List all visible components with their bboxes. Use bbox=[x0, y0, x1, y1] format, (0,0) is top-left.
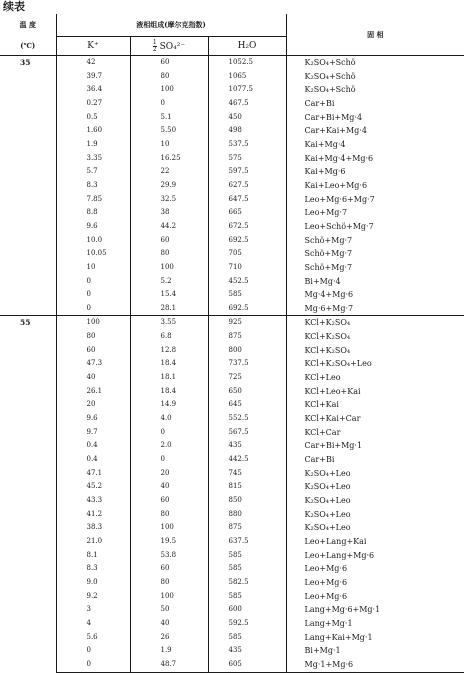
temp-header: 温 度 bbox=[0, 14, 56, 37]
k-cell: 0.4 bbox=[56, 439, 130, 453]
h2o-cell: 585 bbox=[208, 590, 286, 604]
so4-cell: 5.2 bbox=[130, 275, 208, 289]
so4-cell: 60 bbox=[130, 494, 208, 508]
k-cell: 9.2 bbox=[56, 590, 130, 604]
h2o-cell: 585 bbox=[208, 549, 286, 563]
table-row bbox=[0, 316, 464, 330]
so4-cell: 60 bbox=[130, 234, 208, 248]
h2o-cell: 880 bbox=[208, 508, 286, 522]
table-row bbox=[0, 617, 464, 631]
so4-cell: 40 bbox=[130, 480, 208, 494]
so4-cell: 12.8 bbox=[130, 344, 208, 358]
k-cell: 21.0 bbox=[56, 535, 130, 549]
k-cell: 40 bbox=[56, 371, 130, 385]
phase-cell: Leo+Mg·7 bbox=[304, 208, 348, 218]
k-cell: 38.3 bbox=[56, 521, 130, 535]
phase-cell: Leo+Lang+Mg·6 bbox=[304, 550, 375, 560]
phase-cell: KCl+K₂SO₄ bbox=[304, 345, 351, 355]
k-cell: 0.27 bbox=[56, 97, 130, 111]
table-row bbox=[0, 261, 464, 275]
h2o-cell: 575 bbox=[208, 152, 286, 166]
h2o-cell: 875 bbox=[208, 330, 286, 344]
phase-cell: Car+Bi+Mg·4 bbox=[304, 112, 363, 122]
k-cell: 42 bbox=[56, 56, 130, 70]
table-row bbox=[0, 97, 464, 111]
table-row bbox=[0, 576, 464, 590]
h2o-cell: 800 bbox=[208, 344, 286, 358]
k-cell: 47.1 bbox=[56, 467, 130, 481]
table-row bbox=[0, 453, 464, 467]
h2o-cell: 600 bbox=[208, 603, 286, 617]
k-cell: 10 bbox=[56, 261, 130, 275]
so4-cell: 26 bbox=[130, 631, 208, 645]
phase-cell: KCl+Kai bbox=[304, 400, 339, 410]
k-cell: 45.2 bbox=[56, 480, 130, 494]
phase-cell: K₂SO₄+Leo bbox=[304, 496, 351, 505]
so4-cell: 28.1 bbox=[130, 302, 208, 316]
so4-cell: 100 bbox=[130, 83, 208, 97]
k-cell: 3 bbox=[56, 603, 130, 617]
so4-cell: 40 bbox=[130, 617, 208, 631]
h2o-cell: 592.5 bbox=[208, 617, 286, 631]
k-cell: 1.9 bbox=[56, 138, 130, 152]
so4-cell: 4.0 bbox=[130, 412, 208, 426]
so4-cell: 3.55 bbox=[130, 316, 208, 330]
so4-cell: 44.2 bbox=[130, 220, 208, 234]
h2o-cell: 567.5 bbox=[208, 426, 286, 440]
table-row bbox=[0, 631, 464, 645]
k-cell: 60 bbox=[56, 344, 130, 358]
table-row bbox=[0, 302, 464, 316]
table-row bbox=[0, 330, 464, 344]
so4-cell: 18.4 bbox=[130, 357, 208, 371]
h2o-cell: 537.5 bbox=[208, 138, 286, 152]
k-cell: 8.3 bbox=[56, 562, 130, 576]
so4-cell: 18.4 bbox=[130, 385, 208, 399]
table-row bbox=[0, 152, 464, 166]
so4-cell: 5.50 bbox=[130, 124, 208, 138]
h2o-cell: 585 bbox=[208, 631, 286, 645]
so4-cell: 80 bbox=[130, 70, 208, 84]
phase-cell: Lang+Mg·6+Mg·1 bbox=[304, 605, 381, 615]
h2o-cell: 665 bbox=[208, 206, 286, 220]
h2o-cell: 647.5 bbox=[208, 193, 286, 207]
so4-label: SO₄²⁻ bbox=[159, 41, 186, 52]
h2o-cell: 597.5 bbox=[208, 165, 286, 179]
table-body bbox=[0, 56, 464, 673]
h2o-cell: 815 bbox=[208, 480, 286, 494]
so4-cell: 100 bbox=[130, 590, 208, 604]
so4-cell: 60 bbox=[130, 562, 208, 576]
h2o-cell: 467.5 bbox=[208, 97, 286, 111]
h2o-cell: 585 bbox=[208, 288, 286, 302]
h2o-cell: 1052.5 bbox=[208, 56, 286, 70]
phase-cell: K₂SO₄+Leo bbox=[304, 509, 351, 519]
phase-cell: KCl+K₂SO₄ bbox=[286, 316, 464, 330]
k-cell: 10.05 bbox=[56, 247, 130, 261]
table-row bbox=[0, 288, 464, 302]
k-cell: 9.7 bbox=[56, 426, 130, 440]
h2o-cell: 925 bbox=[208, 316, 286, 330]
k-cell: 100 bbox=[56, 316, 130, 330]
k-cell: 1.60 bbox=[56, 124, 130, 138]
so4-cell: 19.5 bbox=[130, 535, 208, 549]
h2o-cell: 552.5 bbox=[208, 412, 286, 426]
so4-cell: 2.0 bbox=[130, 439, 208, 453]
k-cell: 9.6 bbox=[56, 220, 130, 234]
k-cell: 9.0 bbox=[56, 576, 130, 590]
h2o-cell: 627.5 bbox=[208, 179, 286, 193]
k-cell: 10.0 bbox=[56, 234, 130, 248]
phase-cell: Mg·1+Mg·6 bbox=[286, 658, 464, 672]
table-row bbox=[0, 467, 464, 481]
phase-cell: Leo+Mg·6 bbox=[304, 591, 348, 601]
table-row bbox=[0, 590, 464, 604]
table-row bbox=[0, 658, 464, 672]
table-row bbox=[0, 247, 464, 261]
phase-cell: Car+Bi+Mg·1 bbox=[304, 441, 363, 451]
h2o-cell: 650 bbox=[208, 385, 286, 399]
h2o-cell: 498 bbox=[208, 124, 286, 138]
k-cell: 7.85 bbox=[56, 193, 130, 207]
k-cell: 0 bbox=[56, 275, 130, 289]
so4-cell: 0 bbox=[130, 426, 208, 440]
table-row bbox=[0, 83, 464, 97]
table-row bbox=[0, 398, 464, 412]
phase-cell: Schö+Mg·7 bbox=[304, 262, 353, 272]
phase-cell: K₂SO₄+Leo bbox=[304, 523, 351, 533]
h2o-cell: 450 bbox=[208, 111, 286, 125]
table-row bbox=[0, 494, 464, 508]
table-row bbox=[0, 521, 464, 535]
h2o-cell: 705 bbox=[208, 247, 286, 261]
k-cell: 4 bbox=[56, 617, 130, 631]
table-row bbox=[0, 344, 464, 358]
liquid-header: 液相组成(摩尔克指数) bbox=[56, 14, 286, 37]
h2o-cell: 435 bbox=[208, 644, 286, 658]
k-cell: 0 bbox=[56, 644, 130, 658]
h2o-cell: 435 bbox=[208, 439, 286, 453]
phase-cell: Mg·4+Mg·6 bbox=[304, 290, 354, 300]
so4-cell: 6.8 bbox=[130, 330, 208, 344]
table-row bbox=[0, 644, 464, 658]
table-row bbox=[0, 412, 464, 426]
h2o-cell: 875 bbox=[208, 521, 286, 535]
table-row bbox=[0, 275, 464, 289]
k-cell: 8.3 bbox=[56, 179, 130, 193]
h2o-cell: 585 bbox=[208, 562, 286, 576]
k-cell: 47.3 bbox=[56, 357, 130, 371]
phase-cell: Car+Kai+Mg·4 bbox=[304, 126, 367, 136]
phase-cell: K₂SO₄+Schö bbox=[304, 58, 356, 67]
phase-table bbox=[0, 14, 464, 673]
h2o-cell: 672.5 bbox=[208, 220, 286, 234]
so4-cell: 100 bbox=[130, 521, 208, 535]
table-row bbox=[0, 179, 464, 193]
h2o-cell: 637.5 bbox=[208, 535, 286, 549]
k-cell: 41.2 bbox=[56, 508, 130, 522]
phase-cell: Mg·6+Mg·7 bbox=[304, 303, 354, 313]
phase-cell: Leo+Schö+Mg·7 bbox=[304, 221, 374, 231]
phase-cell: Schö+Mg·7 bbox=[304, 249, 353, 259]
k-cell: 3.35 bbox=[56, 152, 130, 166]
k-cell: 39.7 bbox=[56, 70, 130, 84]
table-row bbox=[0, 357, 464, 371]
h2o-header: H₂O bbox=[208, 37, 286, 56]
phase-cell: KCl+Kai+Car bbox=[304, 414, 361, 424]
table-row bbox=[0, 165, 464, 179]
phase-cell: KCl+Car bbox=[304, 427, 341, 437]
so4-cell: 0 bbox=[130, 97, 208, 111]
so4-cell: 22 bbox=[130, 165, 208, 179]
k-cell: 8.8 bbox=[56, 206, 130, 220]
temp-unit-header: (℃) bbox=[0, 37, 56, 56]
phase-cell: Bi+Mg·4 bbox=[304, 276, 341, 286]
k-cell: 5.7 bbox=[56, 165, 130, 179]
h2o-cell: 645 bbox=[208, 398, 286, 412]
k-cell: 0 bbox=[56, 302, 130, 316]
table-row bbox=[0, 535, 464, 549]
so4-cell: 29.9 bbox=[130, 179, 208, 193]
h2o-cell: 692.5 bbox=[208, 302, 286, 316]
so4-cell: 32.5 bbox=[130, 193, 208, 207]
h2o-cell: 725 bbox=[208, 371, 286, 385]
so4-cell: 80 bbox=[130, 576, 208, 590]
k-cell: 5.6 bbox=[56, 631, 130, 645]
h2o-cell: 745 bbox=[208, 467, 286, 481]
k-cell: 9.6 bbox=[56, 412, 130, 426]
phase-cell: Car+Bi bbox=[304, 98, 335, 108]
phase-cell: Car+Bi bbox=[304, 455, 335, 465]
so4-cell: 0 bbox=[130, 453, 208, 467]
phase-cell: Kai+Mg·4+Mg·6 bbox=[304, 153, 374, 163]
phase-cell: K₂SO₄+Leo bbox=[304, 482, 351, 492]
phase-cell: Leo+Mg·6+Mg·7 bbox=[304, 194, 375, 204]
k-cell: 20 bbox=[56, 398, 130, 412]
h2o-cell: 1077.5 bbox=[208, 83, 286, 97]
table-row bbox=[0, 439, 464, 453]
so4-cell: 15.4 bbox=[130, 288, 208, 302]
phase-cell: Lang+Kai+Mg·1 bbox=[304, 632, 373, 642]
phase-cell: Kai+Mg·6 bbox=[304, 167, 346, 177]
table-row bbox=[0, 124, 464, 138]
table-row bbox=[0, 70, 464, 84]
table-row bbox=[0, 385, 464, 399]
phase-cell: Leo+Mg·6 bbox=[304, 564, 348, 574]
k-cell: 0.5 bbox=[56, 111, 130, 125]
phase-cell: KCl+Leo+Kai bbox=[304, 386, 361, 396]
so4-cell: 20 bbox=[130, 467, 208, 481]
phase-cell: Lang+Mg·1 bbox=[304, 618, 353, 628]
k-cell: 8.1 bbox=[56, 549, 130, 563]
k-cell: 36.4 bbox=[56, 83, 130, 97]
phase-cell: KCl+K₂SO₄ bbox=[304, 332, 351, 342]
phase-cell: K₂SO₄+Schö bbox=[304, 85, 356, 95]
h2o-cell: 452.5 bbox=[208, 275, 286, 289]
table-row bbox=[0, 111, 464, 125]
so4-cell: 10 bbox=[130, 138, 208, 152]
h2o-cell: 1065 bbox=[208, 70, 286, 84]
so4-cell: 38 bbox=[130, 206, 208, 220]
h2o-cell: 442.5 bbox=[208, 453, 286, 467]
k-cell: 0 bbox=[56, 658, 130, 672]
so4-cell: 50 bbox=[130, 603, 208, 617]
so4-header bbox=[130, 37, 208, 56]
h2o-cell: 582.5 bbox=[208, 576, 286, 590]
h2o-cell: 850 bbox=[208, 494, 286, 508]
so4-cell: 60 bbox=[130, 56, 208, 70]
so4-cell: 53.8 bbox=[130, 549, 208, 563]
k-cell: 26.1 bbox=[56, 385, 130, 399]
so4-cell: 1.9 bbox=[130, 644, 208, 658]
temp-cell: 35 bbox=[0, 56, 56, 316]
k-cell: 80 bbox=[56, 330, 130, 344]
so4-cell: 14.9 bbox=[130, 398, 208, 412]
h2o-cell: 710 bbox=[208, 261, 286, 275]
so4-cell: 48.7 bbox=[130, 658, 208, 672]
phase-cell: Kai+Leo+Mg·6 bbox=[304, 180, 368, 190]
table-row bbox=[0, 480, 464, 494]
k-cell: 43.3 bbox=[56, 494, 130, 508]
table-row bbox=[0, 549, 464, 563]
phase-cell: Schö+Mg·7 bbox=[304, 235, 353, 245]
table-caption: 续表 bbox=[3, 0, 25, 13]
so4-cell: 80 bbox=[130, 247, 208, 261]
phase-cell: Kai+Mg·4 bbox=[304, 139, 346, 149]
phase-cell: K₂SO₄+Leo bbox=[304, 468, 351, 478]
k-cell: 0 bbox=[56, 288, 130, 302]
table-row bbox=[0, 220, 464, 234]
table-row bbox=[0, 562, 464, 576]
phase-cell: Leo+Lang+Kai bbox=[304, 536, 367, 546]
table-row bbox=[0, 508, 464, 522]
temp-cell: 55 bbox=[0, 316, 56, 672]
half-fraction: $\frac{1}{2}$ bbox=[152, 38, 157, 53]
so4-cell: 18.1 bbox=[130, 371, 208, 385]
h2o-cell: 605 bbox=[208, 658, 286, 672]
table-row bbox=[0, 234, 464, 248]
so4-cell: 80 bbox=[130, 508, 208, 522]
phase-cell: KCl+Leo bbox=[304, 373, 341, 383]
phase-cell: K₂SO₄+Schö bbox=[304, 71, 356, 81]
h2o-cell: 692.5 bbox=[208, 234, 286, 248]
table-row bbox=[0, 193, 464, 207]
table-row bbox=[0, 138, 464, 152]
table-row bbox=[0, 426, 464, 440]
table-row bbox=[0, 206, 464, 220]
k-header: K⁺ bbox=[56, 37, 130, 56]
so4-cell: 16.25 bbox=[130, 152, 208, 166]
k-cell: 0.4 bbox=[56, 453, 130, 467]
table-row bbox=[0, 56, 464, 70]
h2o-cell: 737.5 bbox=[208, 357, 286, 371]
table-row bbox=[0, 371, 464, 385]
table-row bbox=[0, 603, 464, 617]
phase-cell: KCl+K₂SO₄+Leo bbox=[304, 359, 372, 369]
solid-header: 固 相 bbox=[286, 14, 464, 56]
so4-cell: 5.1 bbox=[130, 111, 208, 125]
phase-cell: Leo+Mg·6 bbox=[304, 577, 348, 587]
phase-cell: Bi+Mg·1 bbox=[304, 646, 341, 656]
so4-cell: 100 bbox=[130, 261, 208, 275]
